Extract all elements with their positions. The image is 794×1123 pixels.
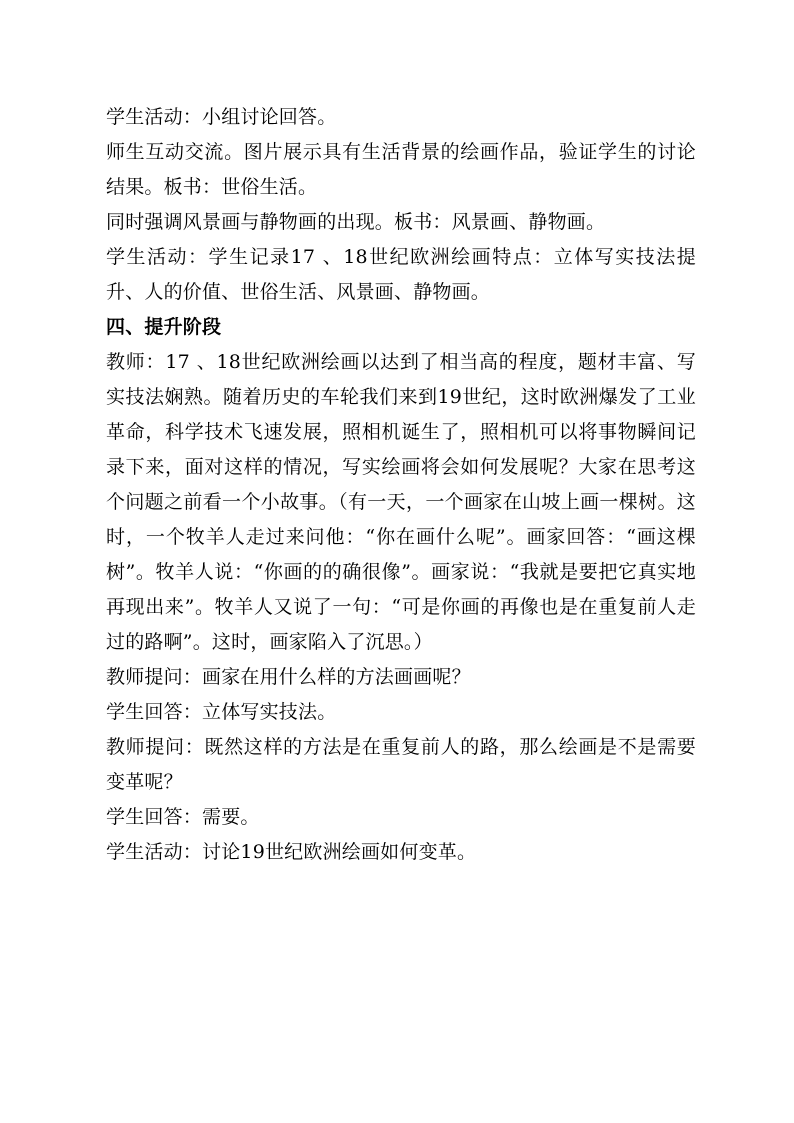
paragraph-student-record: 学生活动：学生记录17 、18世纪欧洲绘画特点：立体写实技法提升、人的价值、世俗生活、风景画、静物画。 [106, 246, 696, 303]
paragraph-landscape-still-life: 同时强调风景画与静物画的出现。板书：风景画、静物画。 [106, 211, 606, 233]
paragraph-student-activity-1: 学生活动：小组讨论回答。 [106, 106, 337, 128]
paragraph-student-answer-2: 学生回答：需要。 [106, 806, 260, 828]
paragraph-teacher-story: 教师：17 、18世纪欧洲绘画以达到了相当高的程度，题材丰富、写实技法娴熟。随着历史的车轮我们来到19世纪，这时欧洲爆发了工业革命，科学技术飞速发展，照相机诞生了，照相机可以将事物瞬间记录下来，面对这样的情况，写实绘画将会如何发展呢？大家在思考这个问题之前看一个小故事。（有一天，一个画家在山坡上画一棵树。这时，一个牧羊人走过来问他：“你在画什么呢”。画家回答：“画这棵树”。牧羊人说：“你画的的确很像”。画家说：“我就是要把它真实地再现出来”。牧羊人又说了一句：“可是你画的再像也是在重复前人走过的路啊”。这时，画家陷入了沉思。） [106, 351, 696, 653]
paragraph-student-activity-2: 学生活动：讨论19世纪欧洲绘画如何变革。 [106, 841, 477, 863]
paragraph-teacher-question-2: 教师提问：既然这样的方法是在重复前人的路，那么绘画是不是需要变革呢？ [106, 736, 696, 793]
section-heading-enhancement-stage: 四、提升阶段 [106, 316, 222, 338]
paragraph-student-answer-1: 学生回答：立体写实技法。 [106, 701, 337, 723]
document-body [106, 100, 696, 870]
paragraph-teacher-student-exchange: 师生互动交流。图片展示具有生活背景的绘画作品，验证学生的讨论结果。板书：世俗生活。 [106, 141, 696, 198]
paragraph-teacher-question-1: 教师提问：画家在用什么样的方法画画呢？ [106, 666, 471, 688]
